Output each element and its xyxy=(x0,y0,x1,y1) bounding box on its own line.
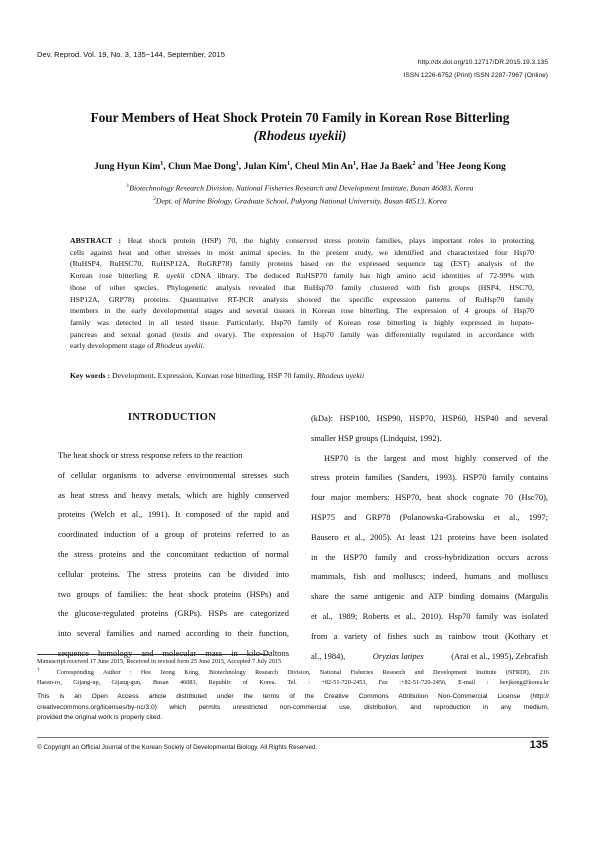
abstract-line: (RuHSP4, RuHSC70, RuHSP12A, RuGRP78) family proteins based on the expressed sequence tag (EST) analysis of the xyxy=(70,259,534,269)
author-separator: and xyxy=(415,161,436,173)
keywords-text: Development, Expression, Korean rose bitterling, HSP 70 family, xyxy=(111,371,316,380)
title-line-1: Four Members of Heat Shock Protein 70 Family in Korean Rose Bitterling xyxy=(90,110,510,125)
paper-title xyxy=(40,109,560,145)
license-line: creativecommons.org/licenses/by-nc/3.0) which permits unrestricted non-commercial use, distribution, and reproduction in any medium, xyxy=(37,703,549,711)
abstract-line xyxy=(70,235,534,247)
body-line: two groups of families: the heat shock proteins (HSPs) and xyxy=(58,588,289,599)
body-line: four major members: HSP70, heat shock cognate 70 (Hsc70), xyxy=(311,492,548,503)
species-name: R. uyekii xyxy=(153,271,185,281)
author: Jung Hyun Kim xyxy=(94,161,161,173)
author-affiliation-mark: 1 xyxy=(235,161,239,167)
body-line: (kDa): HSP100, HSP90, HSP70, HSP60, HSP40 and several xyxy=(311,413,548,423)
abstract-line: family was detected in all tested tissue. Particularly, Hsp70 family of Korean rose bitterling is highly expressed in hepato- xyxy=(70,317,534,327)
author-affiliation-mark: 1 xyxy=(287,161,291,167)
section-heading-introduction: INTRODUCTION xyxy=(127,412,217,423)
corresponding-author-mark: † xyxy=(435,161,439,167)
corresponding-text: Corresponding Author : Hee Jeong Kong, Biotechnology Research Division, National Fisheries Research and Development Institute (NFRDI), 216 xyxy=(56,669,550,677)
corresponding-author-note xyxy=(37,666,549,677)
author-separator: , xyxy=(355,161,361,173)
author-affiliation-mark: 1 xyxy=(160,161,164,167)
body-line: The heat shock or stress response refers to the reaction xyxy=(58,450,243,460)
body-line: mammals, fish and molluscs; indeed, humans and molluscs xyxy=(311,571,548,582)
body-line: stress protein families (Sanders, 1993). HSP70 family contains xyxy=(311,472,548,483)
issn-numbers: ISSN 1226-6752 (Print) ISSN 2287-7967 (Online) xyxy=(403,72,548,79)
body-column-right xyxy=(311,409,548,666)
license-line: This is an Open Access article distributed under the terms of the Creative Commons Attribution Non-Commercial License (http:// xyxy=(37,693,549,700)
license-notice xyxy=(37,692,549,724)
species-name: Rhodeus uyekii xyxy=(155,341,203,351)
body-line: sequence homology and molecular mass in kilo-Daltons xyxy=(58,647,289,658)
abstract-line: pancreas and sexual gonad (testis and ovary). The expression of Hsp70 family was differentially regulated in accordance with xyxy=(70,329,534,339)
body-line: proteins (Welch et al., 1991). It composed of the rapid and xyxy=(58,509,289,520)
author-list xyxy=(40,161,560,172)
body-line: share the same antigenic and ATP binding domains (Margulis xyxy=(311,591,548,602)
author: Cheul Min An xyxy=(294,161,353,173)
author: Julan Kim xyxy=(243,161,288,173)
abstract-line: cells against heat and other stresses in most animal species. In the present study, we identified and characterized four Hsp70 xyxy=(70,247,534,257)
corresponding-author-note-continued: Haean-ro, Gijang-up, Gijang-gun, Busan 46083, Republic of Korea. Tel. : +82-51-720-2453, Fax :+82-51-720-2456, E-mail : heejkong@korea.kr xyxy=(37,678,549,686)
affiliation-2 xyxy=(40,196,560,206)
copyright-notice: © Copyright an Official Journal of the Korean Society of Developmental Biology. All Rights Reserved. xyxy=(37,744,318,751)
body-line: the glucose-regulated proteins (GRPs). HSPs are categorized xyxy=(58,608,289,619)
abstract-line: members in the early developmental stages and several tissues in Korean rose bitterling. The expression of 4 groups of Hsp70 xyxy=(70,306,534,316)
doi-link[interactable]: http://dx.doi.org/10.12717/DR.2015.19.3.135 xyxy=(417,59,548,66)
corresponding-mark: † xyxy=(37,667,48,674)
author: Hae Ja Baek xyxy=(360,161,413,173)
manuscript-dates: Manuscript received 17 June 2015, Received in revised form 25 June 2015, Accepted 7 July 2015 xyxy=(37,658,282,665)
affiliation-text: Biotechnology Research Division, National Fisheries Research and Development Institute, Busan 46083, Korea xyxy=(129,183,474,193)
author: Chun Mae Dong xyxy=(168,161,236,173)
abstract-line: early development stage of Rhodeus uyekii. xyxy=(70,341,205,351)
journal-citation: Dev. Reprod. Vol. 19, No. 3, 135~144, September, 2015 xyxy=(37,50,225,59)
author: Hee Jeong Kong xyxy=(438,161,506,173)
title-line-2 xyxy=(40,127,560,145)
body-line: as heat stress and heavy metals, which are highly conserved xyxy=(58,489,289,500)
body-text: al., 1984), xyxy=(311,650,346,661)
keywords-label: Key words : xyxy=(70,371,111,380)
keywords-species: Rhodeus uyekii xyxy=(316,371,365,380)
body-line: of cellular organisms to adverse environmental stresses such xyxy=(58,469,289,480)
body-line: into several families and named according to their function, xyxy=(58,628,289,639)
affiliation-text: Dept. of Marine Biology, Graduate School, Pukyong National University, Busan 48513, Korea xyxy=(155,196,447,206)
abstract-line: those of other species. Phylogenetic analysis revealed that RuHsp70 family clustered with fish groups (HSP4, HSC70, xyxy=(70,282,534,292)
page-number: 135 xyxy=(529,739,548,751)
footer-divider xyxy=(37,737,549,738)
abstract-text: Heat shock protein (HSP) 70, the highly conserved stress protein families, plays important roles in protecting xyxy=(127,236,534,245)
body-line: the stress proteins and the concomitant reduction of normal xyxy=(58,548,289,559)
author-affiliation-mark: 1 xyxy=(352,161,356,167)
body-line: from a variety of fishes such as rainbow trout (Kothary et xyxy=(311,630,548,641)
body-column-left xyxy=(58,446,289,664)
abstract xyxy=(70,235,534,352)
abstract-line: Korean rose bitterling R. uyekii cDNA library. The deduced RuHSP70 family has high amino acid identities of 72-99% with xyxy=(70,271,534,281)
body-line: Bausero et al., 2005). At least 121 proteins have been isolated xyxy=(311,531,548,542)
body-line: in the HSP70 family and cross-hybridization occurs across xyxy=(311,551,548,562)
footnotes xyxy=(37,657,549,687)
keywords xyxy=(70,370,534,382)
body-line: HSP70 is the largest and most highly conserved of the xyxy=(324,452,548,463)
body-line: cellular proteins. The stress proteins can be divided into xyxy=(58,568,289,579)
author-separator: , xyxy=(238,161,244,173)
license-line: provided the original work is properly cited. xyxy=(37,714,162,721)
title-species: (Rhodeus uyekii) xyxy=(253,128,347,143)
body-line: HSP75 and GRP78 (Polanowska-Grabowska et al., 1997; xyxy=(311,511,548,522)
author-separator: , xyxy=(163,161,169,173)
affiliation-mark: 2 xyxy=(153,196,156,202)
body-text: (Arai et al., 1995), Zebrafish xyxy=(451,650,548,661)
body-line: smaller HSP groups (Lindquist, 1992). xyxy=(311,432,442,443)
footnote-divider xyxy=(37,654,269,655)
body-line: et al., 1989; Roberts et al., 2010). Hsp70 family was isolated xyxy=(311,610,548,621)
abstract-label: ABSTRACT : xyxy=(70,236,122,245)
body-line: coordinated induction of a group of proteins referred to as xyxy=(58,529,289,540)
affiliation-1 xyxy=(40,183,560,193)
species-name: Oryzias latipes xyxy=(372,650,424,661)
author-affiliation-mark: 2 xyxy=(412,161,416,167)
author-separator: , xyxy=(290,161,295,173)
abstract-line: HSP12A, GRP78) proteins. Quantitative RT-PCR analysis showed the specific expression patterns of RuHsp70 family xyxy=(70,294,534,304)
affiliation-mark: 1 xyxy=(126,183,130,189)
